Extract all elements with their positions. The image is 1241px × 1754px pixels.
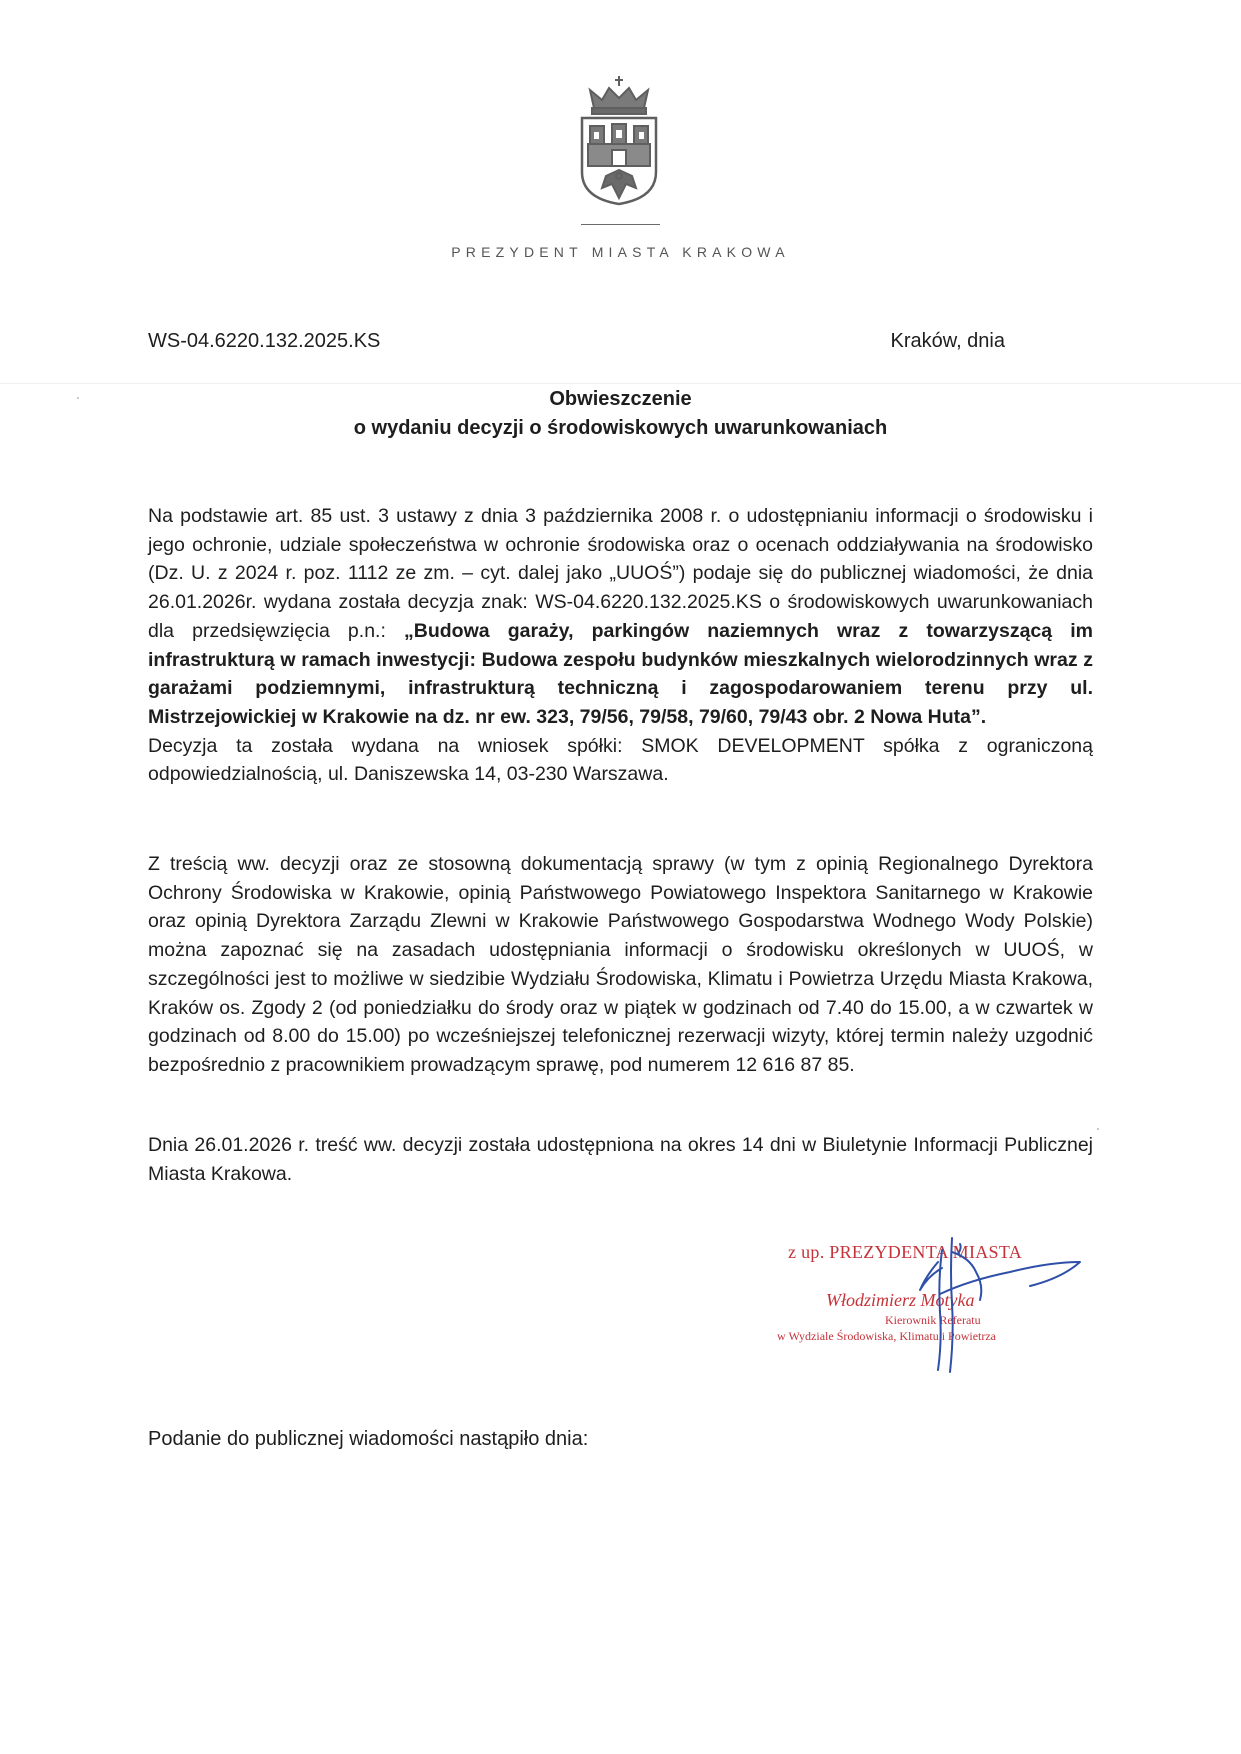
place-date: Kraków, dnia [890,330,1005,352]
scan-speck [1097,1128,1099,1130]
crest-divider [581,224,660,225]
handwritten-signature-icon [880,1232,1100,1380]
scan-artifact-line [0,383,1241,384]
notice-title: Obwieszczenie [549,388,692,410]
stamp-role: Kierownik Referatu [885,1313,981,1327]
notice-subtitle: o wydaniu decyzji o środowiskowych uwarunkowaniach [353,417,888,439]
stamp-authority: z up. PREZYDENTA MIASTA [788,1242,1023,1262]
paragraph-legal-basis [148,502,1093,789]
paragraph-publication: Dnia 26.01.2026 r. treść ww. decyzji została udostępniona na okres 14 dni w Biuletynie Informacji Publicznej Miasta Krakowa. [148,1134,1093,1185]
stamp-name: Włodzimierz Motyka [826,1290,975,1310]
project-name: „Budowa garaży, parkingów naziemnych wraz z towarzyszącą im infrastrukturą w ramach inwestycji: Budowa zespołu budynków mieszkalnych wielorodzinnych wraz z garażami podziemnymi, infrastrukturą techniczną i zagospodarowaniem terenu przy ul. Mistrzejowickiej w Krakowie na dz. nr ew. 323, 79/56, 79/58, 79/60, 79/43 obr. 2 Nowa Huta”. [148,619,1093,728]
applicant-text: Decyzja ta została wydana na wniosek spółki: SMOK DEVELOPMENT spółka z ograniczoną odpowiedzialnością, ul. Daniszewska 14, 03-230 Warszawa. [148,734,1093,786]
paragraph-access-info: Z treścią ww. decyzji oraz ze stosowną dokumentacją sprawy (w tym z opinią Regionalnego Dyrektora Ochrony Środowiska w Krakowie, opinią Państwowego Powiatowego Inspektora Sanitarnego w Krakowie oraz opinią Dyrektora Zarządu Zlewni w Krakowie Państwowego Gospodarstwa Wodnego Wody Polskie) można zapoznać się na zasadach udostępniania informacji o środowisku określonych w UUOŚ, w szczególności jest to możliwe w siedzibie Wydziału Środowiska, Klimatu i Powietrza Urzędu Miasta Krakowa, Kraków os. Zgody 2 (od poniedziałku do środy oraz w piątek w godzinach od 7.40 do 15.00, a w czwartek w godzinach od 8.00 do 15.00) po wcześniejszej telefonicznej rezerwacji wizyty, której termin należy uzgodnić bezpośrednio z pracownikiem prowadzącym sprawę, pod numerem 12 616 87 85. [148,853,1093,1076]
reference-number: WS-04.6220.132.2025.KS [148,330,381,352]
stamp-department: w Wydziale Środowiska, Klimatu i Powietrza [777,1329,997,1343]
office-name: PREZYDENT MIASTA KRAKOWA [451,244,790,260]
krakow-coat-of-arms-icon [576,74,662,206]
publication-date-note: Podanie do publicznej wiadomości nastąpiło dnia: [148,1428,589,1450]
legal-basis-text: Na podstawie art. 85 ust. 3 ustawy z dnia 3 października 2008 r. o udostępnianiu informacji o środowisku i jego ochronie, udziale społeczeństwa w ochronie środowiska oraz o ocenach oddziaływania na środowisko (Dz. U. z 2024 r. poz. 1112 ze zm. – cyt. dalej jako „UUOŚ”) podaje się do publicznej wiadomości, że dnia 26.01.2026r. wydana została decyzja znak: WS-04.6220.132.2025.KS o środowiskowych uwarunkowaniach dla przedsięwzięcia p.n.: [148,505,1093,642]
